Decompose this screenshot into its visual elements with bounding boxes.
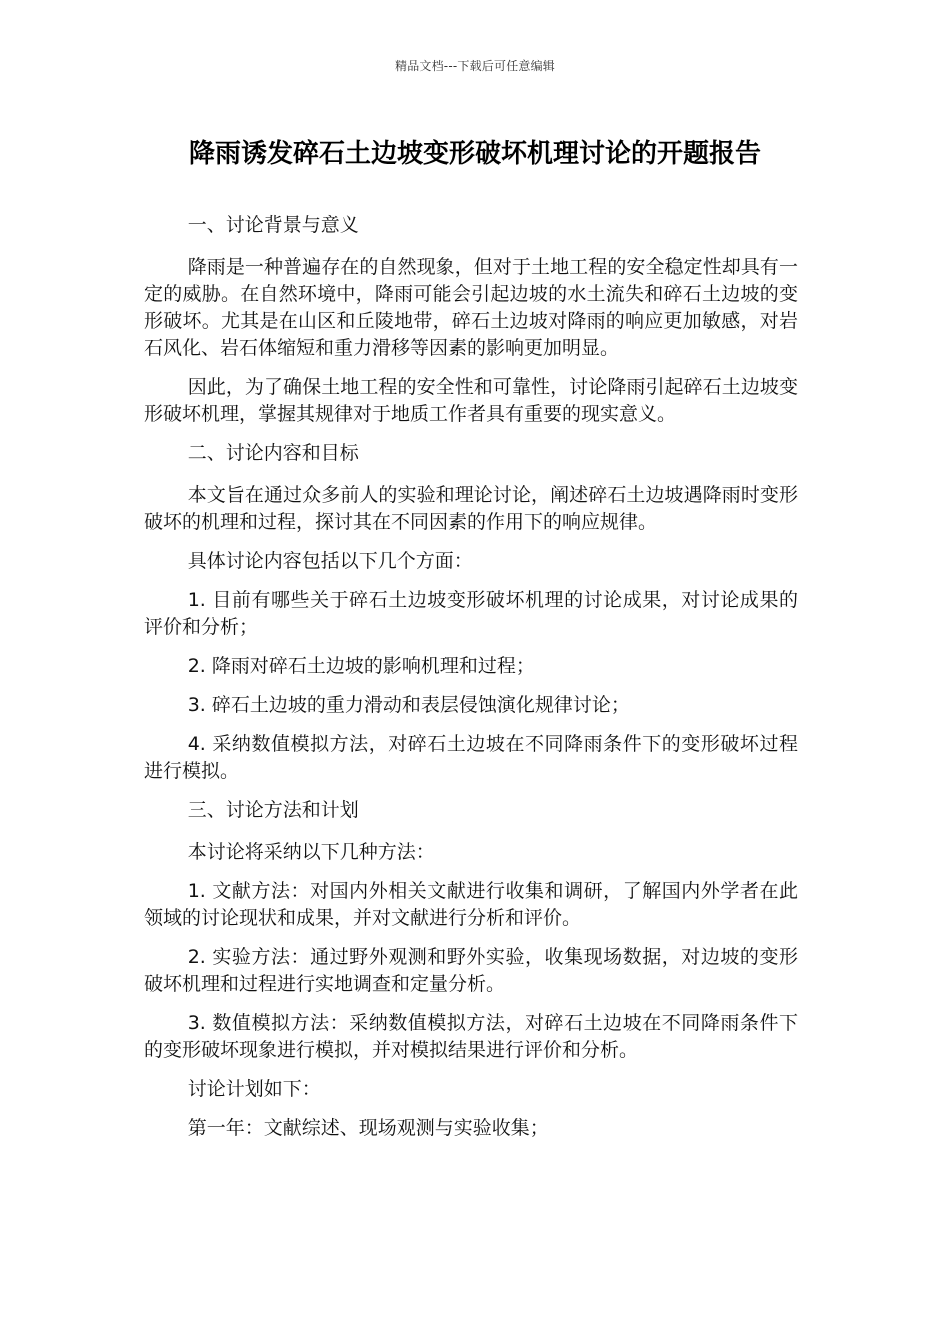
paragraph-background-2: 因此，为了确保土地工程的安全性和可靠性，讨论降雨引起碎石土边坡变形破坏机理，掌握其规律对于地质工作者具有重要的现实意义。 <box>144 376 798 425</box>
section-heading-methods-plan: 三、讨论方法和计划 <box>187 799 359 821</box>
paragraph-methods-intro: 本讨论将采纳以下几种方法： <box>187 841 435 863</box>
methods-list-item-3: 3. 数值模拟方法：采纳数值模拟方法，对碎石土边坡在不同降雨条件下的变形破坏现象进行模拟，并对模拟结果进行评价和分析。 <box>144 1012 798 1061</box>
content-list-item-2: 2. 降雨对碎石土边坡的影响机理和过程； <box>187 655 535 677</box>
content-list-item-1: 1. 目前有哪些关于碎石土边坡变形破坏机理的讨论成果，对讨论成果的评价和分析； <box>144 589 798 638</box>
section-heading-background: 一、讨论背景与意义 <box>187 214 359 236</box>
paragraph-content-goals-2: 具体讨论内容包括以下几个方面： <box>187 550 473 572</box>
methods-list-item-2: 2. 实验方法：通过野外观测和野外实验，收集现场数据，对边坡的变形破坏机理和过程进行实地调查和定量分析。 <box>144 946 798 995</box>
document-body <box>144 212 798 1154</box>
content-list-item-3: 3. 碎石土边坡的重力滑动和表层侵蚀演化规律讨论； <box>187 694 630 716</box>
paragraph-plan-intro: 讨论计划如下： <box>187 1078 321 1100</box>
content-list-item-4: 4. 采纳数值模拟方法，对碎石土边坡在不同降雨条件下的变形破坏过程进行模拟。 <box>144 733 798 782</box>
section-heading-content-goals: 二、讨论内容和目标 <box>187 442 359 464</box>
methods-list-item-1: 1. 文献方法：对国内外相关文献进行收集和调研，了解国内外学者在此领域的讨论现状和成果，并对文献进行分析和评价。 <box>144 880 798 929</box>
paragraph-background-1: 降雨是一种普遍存在的自然现象，但对于土地工程的安全稳定性却具有一定的威胁。在自然环境中，降雨可能会引起边坡的水土流失和碎石土边坡的变形破坏。尤其是在山区和丘陵地带，碎石土边坡对降雨的响应更加敏感，对岩石风化、岩石体缩短和重力滑移等因素的影响更加明显。 <box>144 256 798 359</box>
page-header: 精品文档---下载后可任意编辑 <box>395 59 555 73</box>
document-title: 降雨诱发碎石土边坡变形破坏机理讨论的开题报告 <box>188 139 761 169</box>
paragraph-content-goals-1: 本文旨在通过众多前人的实验和理论讨论，阐述碎石土边坡遇降雨时变形破坏的机理和过程，探讨其在不同因素的作用下的响应规律。 <box>144 484 798 533</box>
paragraph-plan-year-1: 第一年：文献综述、现场观测与实验收集； <box>187 1117 549 1139</box>
